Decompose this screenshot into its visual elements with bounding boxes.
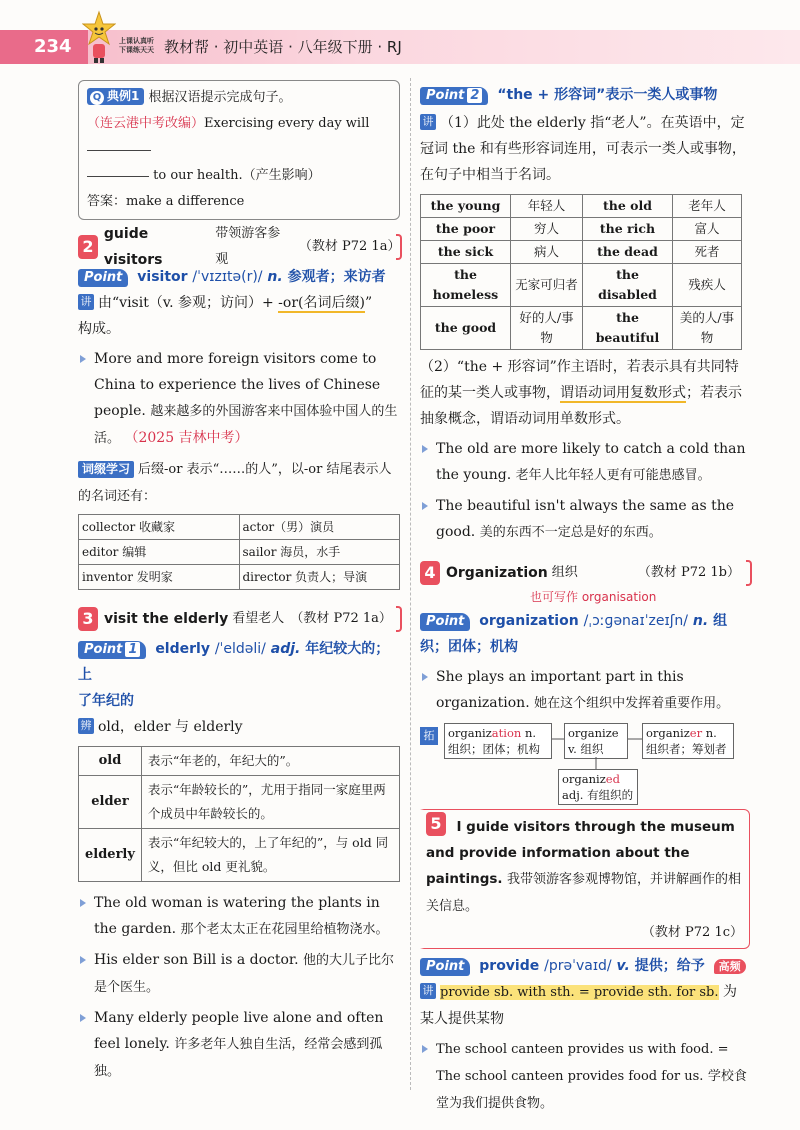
page-number: 234 [0,30,88,64]
section-title: Organization [446,565,548,581]
answer-blank-2 [87,176,149,177]
example-en: More and more foreign visitors come to China to experience the lives of Chinese people. [94,351,381,419]
word-family-diagram [420,723,750,801]
word-gloss: adj. 有组织的 [562,788,634,802]
meaning: 年纪较大的；上 [78,641,390,683]
answer-blank-1 [87,150,151,151]
headword: organization [479,613,579,629]
point-badge-label: Point [84,642,123,657]
example-tag [87,88,144,105]
example-cn: 他的大儿子比尔是个医生。 [94,953,394,995]
table-cell: the sick [421,241,511,264]
table-cell: 年轻人 [511,195,583,218]
table-cell: the disabled [583,264,673,307]
table-row [79,776,400,829]
affix-tag: 词缀学习 [78,461,134,478]
key-sentence-cn: 我带领游客参观博物馆，并讲解画作的相关信息。 [426,872,741,914]
word-stem: organiz [562,772,606,786]
section-title: guide visitors [103,226,163,268]
slogan-line-1: 上课认真听 [119,37,154,45]
affix-text: 后缀-or 表示“……的人”，以-or 结尾表示人的名词还有： [78,462,392,504]
section-ref: （教材 P72 1a） [298,239,401,254]
example-en: Many elderly people live alone and often feel lonely. [94,1010,384,1052]
table-value: 表示“年老的，年纪大的”。 [141,747,399,776]
table-row [421,264,742,307]
example-en: She plays an important part in this organization. [436,669,684,711]
example-cn: 学校食堂为我们提供食物。 [436,1069,747,1111]
example-box [78,80,400,220]
explain-highlight: -or(名词后缀) [278,295,365,311]
magnifier-icon: Q [90,91,104,105]
table-cell: 病人 [511,241,583,264]
table-row [421,241,742,264]
part-of-speech: n. [692,613,709,629]
high-frequency-badge: 高频 [714,959,746,974]
example-sentence [78,890,400,943]
section-bracket [396,606,402,632]
section-cn: 带领游客参观 [215,226,281,267]
point-badge: Point [78,269,128,287]
table-cell: 富人 [673,218,742,241]
example-en: The old are more likely to catch a cold than the young. [436,441,746,483]
table-value: 表示“年龄较长的”，尤用于指同一家庭里两个成员中年龄较长的。 [141,776,399,829]
section-bracket [396,234,402,260]
table-cell: actor（男）演员 [239,515,400,540]
table-key: elderly [79,829,142,882]
affix-note [78,456,400,510]
section-title: visit the elderly [104,611,229,627]
table-cell: the dead [583,241,673,264]
explain-text: 为某人提供某物 [420,984,737,1027]
example-tag-label: 典例1 [107,89,140,103]
example-cn: 越来越多的外国游客来中国体验中国人的生活。 [94,404,398,446]
example-cn: 那个老太太正在花园里给植物浇水。 [180,922,389,937]
the-adj-explain [420,110,750,188]
table-cell: director 负责人；导演 [239,565,400,590]
example-en: The old woman is watering the plants in the garden. [94,895,380,937]
table-key: elder [79,776,142,829]
example-instruction: 根据汉语提示完成句子。 [148,90,292,105]
example-source: （连云港中考改编） [87,116,205,131]
rule-highlight: 谓语动词用复数形式 [560,385,686,401]
table-key: old [79,747,142,776]
example-cn: 她在这个组织中发挥着重要作用。 [534,696,730,711]
example-sentence [420,493,750,546]
rule-text-b: ；若表示抽象概念，谓语动词用单数形式。 [420,385,742,427]
example-answer [87,189,391,215]
table-row [79,565,400,590]
part-of-speech: adj. [270,641,301,657]
point-badge-label: Point [426,88,465,103]
section-3-heading [78,604,400,634]
table-cell: 残疾人 [673,264,742,307]
spelling-note [420,588,750,606]
headword: elderly [155,641,210,657]
headword: visitor [137,269,188,285]
right-column [420,80,750,1117]
spelling-note-text: 也可写作 organisation [530,590,657,604]
point-badge [78,641,146,659]
key-sentence: I guide visitors through the museum and provide information about the paintings. [426,819,735,887]
example-question [87,111,391,163]
word-stem: organiz [646,726,690,740]
table-cell: the good [421,307,511,350]
explain-text-a: 由“visit（v. 参观；访问）+ [98,295,274,311]
table-row [79,515,400,540]
explain-icon: 讲 [78,294,94,310]
example-en: The school canteen provides us with food. = The school canteen provides food for us. [436,1042,729,1084]
provide-explain [420,979,750,1032]
left-column [78,80,400,1085]
example-header [87,85,391,111]
table-cell: editor 编辑 [79,540,240,565]
distinguish-icon: 辨 [78,718,94,734]
column-divider [410,78,411,1090]
table-cell: the poor [421,218,511,241]
table-cell: the young [421,195,511,218]
table-row [79,747,400,776]
part-of-speech: v. [616,958,630,974]
meaning-cont: 了年纪的 [78,693,134,709]
section-number: 3 [78,607,98,631]
point-elderly [78,636,400,714]
example-question-2 [87,163,391,189]
explain-text-b: ” [364,295,373,311]
book-title: 教材帮 · 初中英语 · 八年级下册 · RJ [164,38,402,56]
point-the-adj [420,82,750,108]
point-badge [420,87,488,105]
section-ref: （教材 P72 1b） [637,565,740,580]
table-cell: the old [583,195,673,218]
table-cell: 无家可归者 [511,264,583,307]
meaning: 参观者；来访者 [287,269,386,285]
compare-table [78,746,400,882]
table-cell: the beautiful [583,307,673,350]
table-value: 表示“年纪较大的，上了年纪的”，与 old 同义，但比 old 更礼貌。 [141,829,399,882]
word-suffix: er [689,726,703,740]
meaning: 提供；给予 [634,958,705,974]
header-slogan [119,37,154,55]
answer-label: 答案： [87,194,127,209]
explain-text-c: 构成。 [78,321,120,337]
word-stem: organiz [448,726,492,740]
phonetic: /ˈeldəli/ [214,641,266,657]
extension-icon: 拓 [420,727,438,745]
example-sentence [420,664,750,717]
table-row [79,829,400,882]
headword: provide [479,958,540,974]
the-adj-table [420,194,742,350]
table-cell: 死者 [673,241,742,264]
example-en: His elder son Bill is a doctor. [94,952,299,968]
explain-visitor [78,290,400,342]
star-mascot-icon [82,10,116,64]
section-2-heading [78,226,401,268]
point-number: 2 [467,88,482,103]
distinguish-text: old，elder 与 elderly [98,719,243,735]
table-row [79,540,400,565]
point-provide [420,953,750,979]
table-cell: inventor 发明家 [79,565,240,590]
example-sentence [78,346,400,452]
table-row [421,307,742,350]
explain-icon: 讲 [420,983,436,999]
example-sentence-b: to our health.（产生影响） [153,168,321,183]
table-cell: 穷人 [511,218,583,241]
word-gloss: n. 组织者；筹划者 [646,726,727,756]
affix-word-table [78,514,400,590]
word-suffix: ation [491,726,522,740]
table-row [421,218,742,241]
table-row [421,195,742,218]
table-cell: sailor 海员，水手 [239,540,400,565]
meaning: 组织；团体；机构 [420,613,728,655]
example-sentence [420,1036,750,1117]
table-cell: 老年人 [673,195,742,218]
point-title: “the + 形容词”表示一类人或事物 [497,87,718,103]
explain-icon: 讲 [420,114,436,130]
example-cn: 许多老年人独自生活，经常会感到孤独。 [94,1037,383,1079]
example-cn: 美的东西不一定总是好的东西。 [479,525,662,540]
word-gloss: n. 组织；团体；机构 [448,726,540,756]
slogan-line-2: 下课练天天 [119,46,154,54]
section-bracket [746,560,752,586]
the-adj-rule [420,354,750,432]
section-5-box [420,809,750,949]
word-entry: organize v. 组织 [568,726,619,756]
rule-text-a: （2）“the + 形容词”作主语时，若表示具有共同特征的某一类人或事物， [420,359,739,401]
page-header [0,0,800,78]
table-cell: the homeless [421,264,511,307]
example-sentence [78,1005,400,1085]
example-sentence [420,436,750,489]
point-badge: Point [420,958,470,976]
section-number: 2 [78,235,98,259]
part-of-speech: n. [267,269,283,285]
section-ref: （教材 P72 1c） [641,925,743,940]
section-4-heading [420,558,750,588]
phonetic: /ˌɔːɡənaɪˈzeɪʃn/ [583,613,689,629]
answer-text: make a difference [126,194,245,209]
table-cell: 美的人/事物 [673,307,742,350]
phonetic: /prəˈvaɪd/ [544,958,612,974]
point-number: 1 [125,642,140,657]
example-source: （2025 吉林中考） [124,430,249,446]
phonetic: /ˈvɪzɪtə(r)/ [192,269,263,285]
distinguish-line [78,714,400,740]
example-sentence-a: Exercising every day will [204,116,370,131]
table-cell: collector 收藏家 [79,515,240,540]
explain-text: （1）此处 the elderly 指“老人”。在英语中，定冠词 the 和有些形容词连用，可表示一类人或事物，在句子中相当于名词。 [420,115,746,183]
diagram-connectors [420,723,750,801]
section-cn: 看望老人 [232,611,285,626]
point-badge: Point [420,613,470,631]
section-number: 5 [426,812,446,836]
section-cn: 组织 [551,565,578,580]
point-organization [420,608,750,660]
explain-highlight: provide sb. with sth. = provide sth. for sb. [440,985,719,1000]
example-en: The beautiful isn't always the same as the good. [436,498,735,540]
example-cn: 老年人比年轻人更有可能患感冒。 [515,468,711,483]
table-cell: 好的人/事物 [511,307,583,350]
example-sentence [78,947,400,1001]
section-ref: （教材 P72 1a） [290,611,392,626]
word-suffix: ed [605,772,620,786]
table-cell: the rich [583,218,673,241]
section-number: 4 [420,561,440,585]
